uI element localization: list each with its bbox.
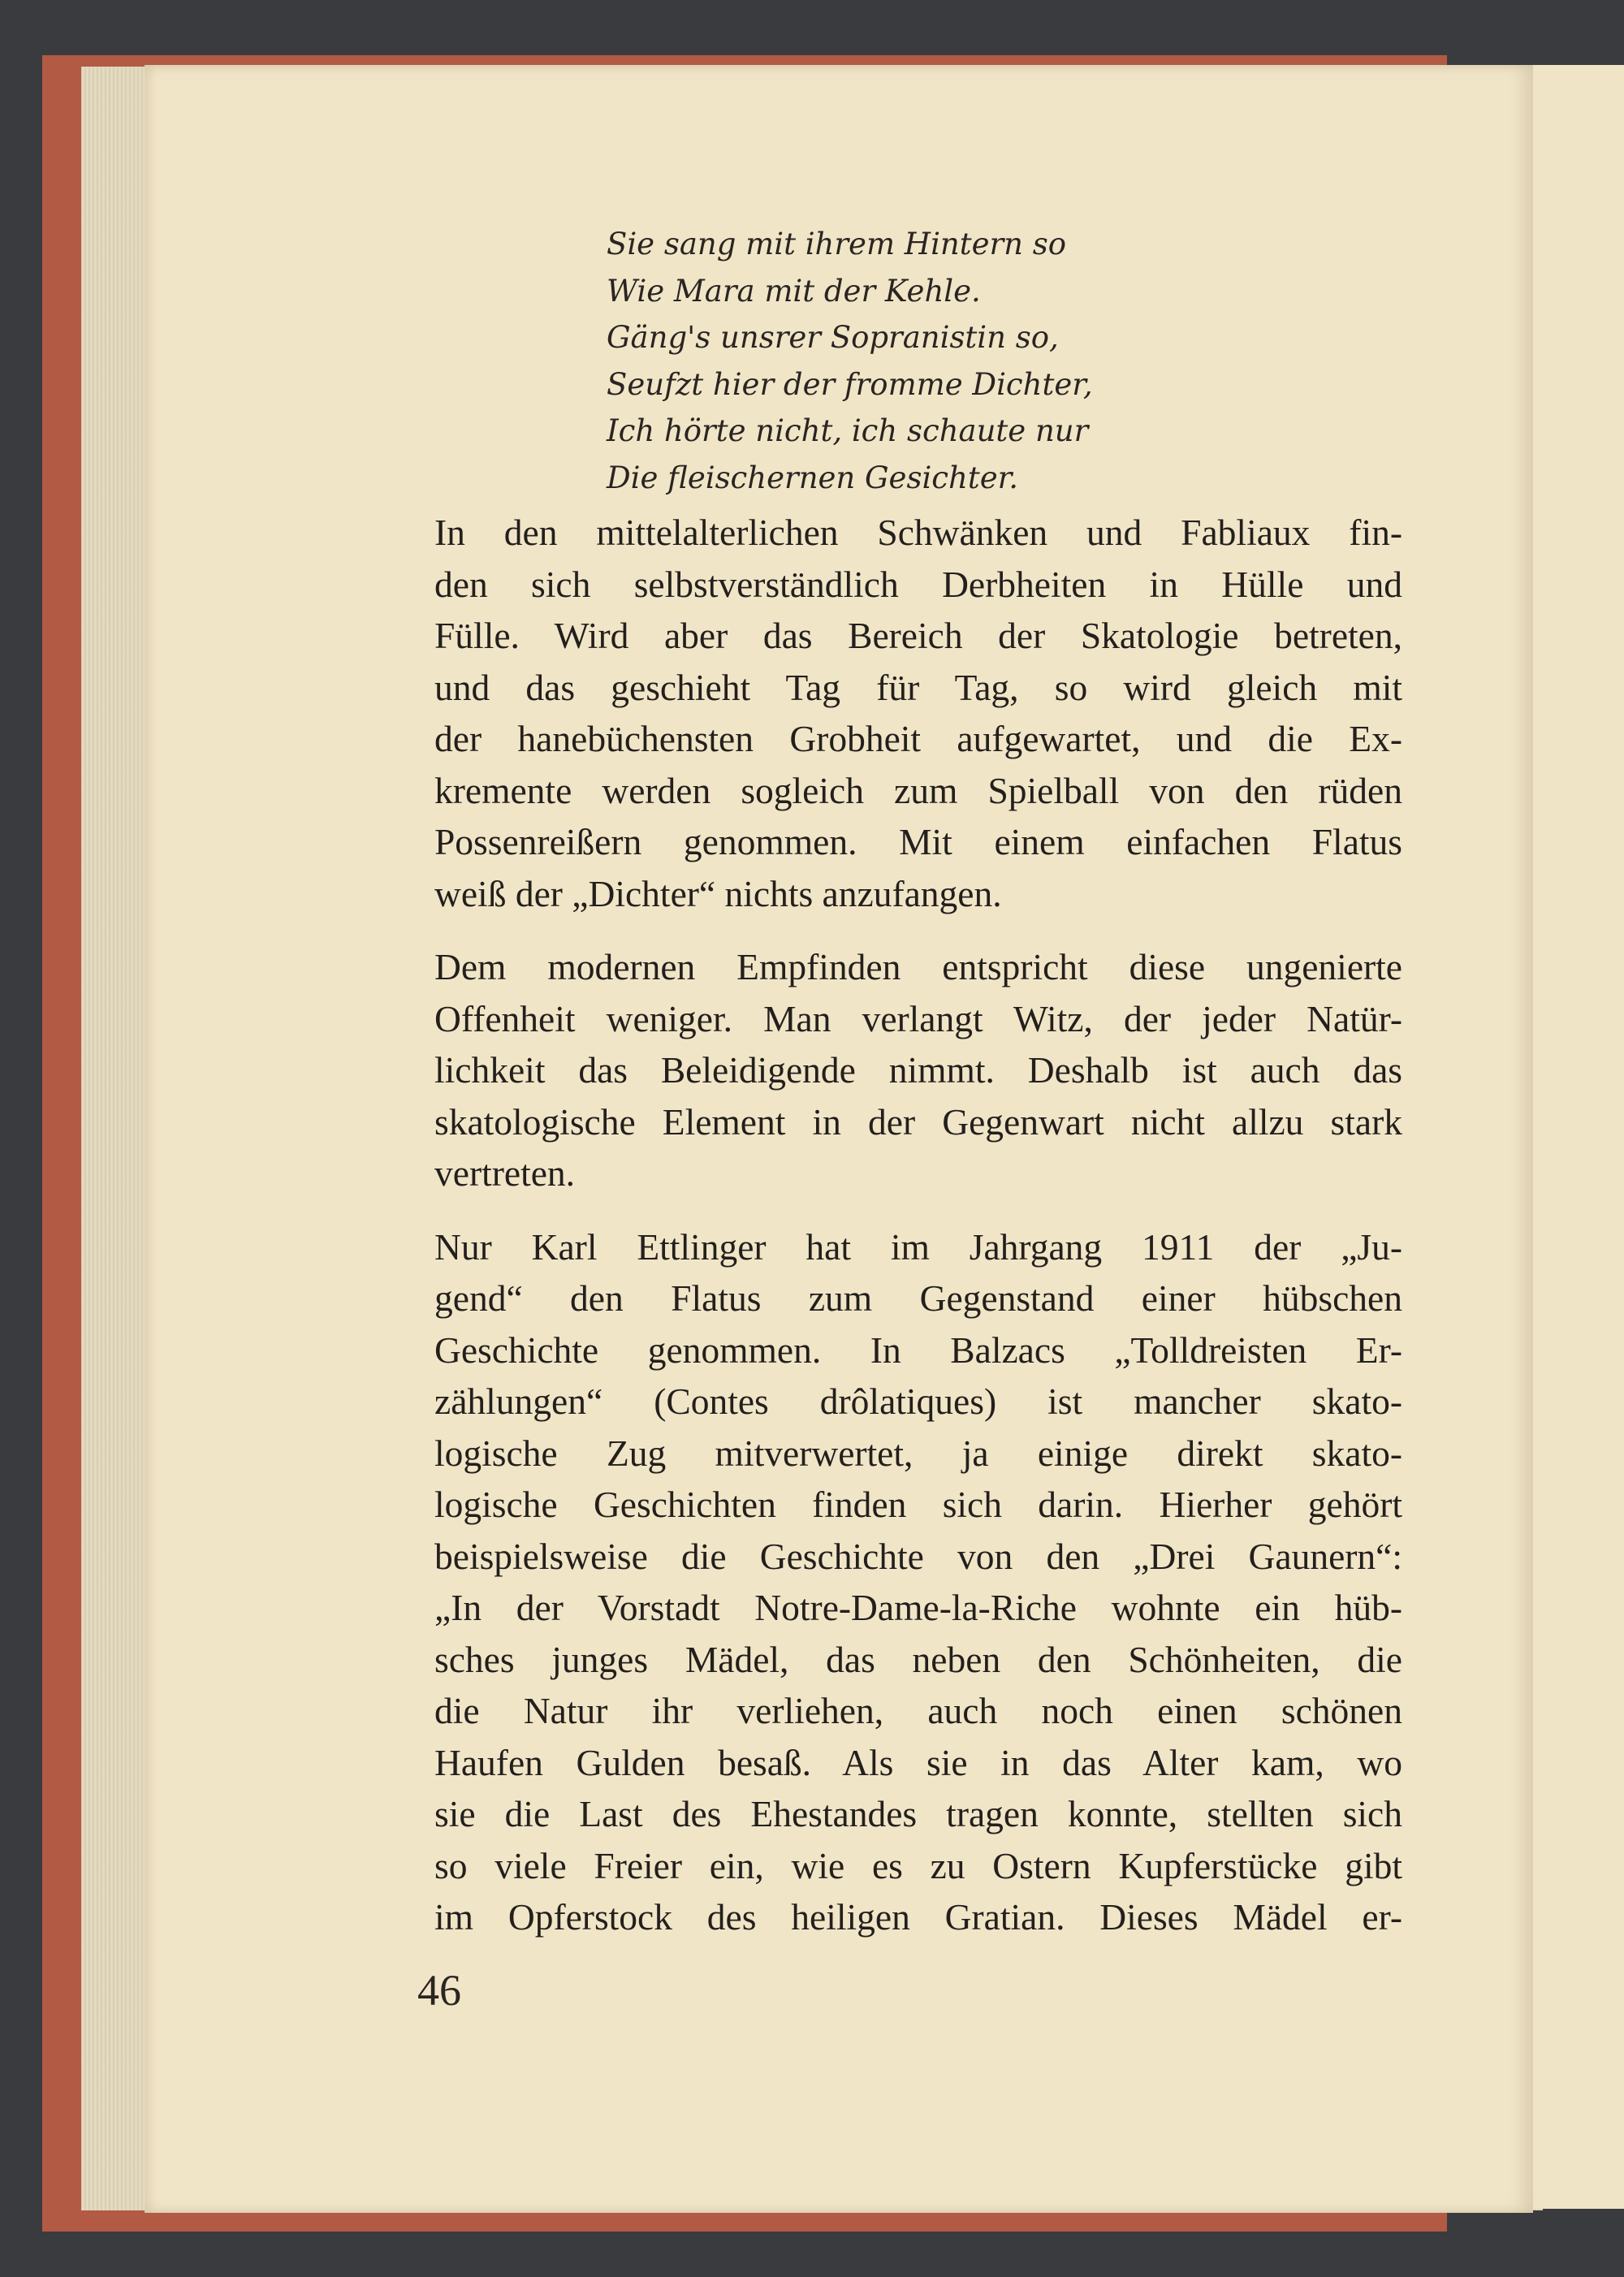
verse-line: Sie sang mit ihrem Hintern so [607, 227, 1067, 261]
text-line: sie die Last des Ehestandes tragen konnte, stellten sich [434, 1793, 1402, 1834]
text-line: Haufen Gulden besaß. Als sie in das Alter kam, wo [434, 1741, 1402, 1783]
text-line: Nur Karl Ettlinger hat im Jahrgang 1911 der „Ju- [434, 1225, 1402, 1268]
text-line: im Opferstock des heiligen Gratian. Dieses Mädel er- [434, 1896, 1402, 1938]
text-line: beispielsweise die Geschichte von den „Drei Gaunern“: [434, 1535, 1402, 1577]
text-line: skatologische Element in der Gegenwart nicht allzu stark [434, 1100, 1402, 1143]
text-line: zählungen“ (Contes drôlatiques) ist mancher skato- [434, 1380, 1402, 1422]
page-number: 46 [417, 1966, 461, 2015]
text-line: Possenreißern genommen. Mit einem einfachen Flatus [434, 821, 1402, 862]
text-line: die Natur ihr verliehen, auch noch einen schönen [434, 1690, 1402, 1731]
text-line: kremente werden sogleich zum Spielball von den rüden [434, 769, 1402, 811]
body-text [434, 507, 1402, 1965]
verse-block [607, 221, 1337, 501]
text-line: lichkeit das Beleidigende nimmt. Deshalb ist auch das [434, 1049, 1402, 1091]
text-line: Fülle. Wird aber das Bereich der Skatologie betreten, [434, 615, 1402, 656]
text-line: sches junges Mädel, das neben den Schönheiten, die [434, 1638, 1402, 1680]
verse-line: Gäng's unsrer Sopranistin so, [607, 320, 1059, 355]
text-line: Geschichte genommen. In Balzacs „Tolldreisten Er- [434, 1329, 1402, 1371]
text-line: „In der Vorstadt Notre-Dame-la-Riche wohnte ein hüb- [434, 1587, 1402, 1628]
verse-line: Ich hörte nicht, ich schaute nur [607, 413, 1089, 448]
text-line: weiß der „Dichter“ nichts anzufangen. [434, 872, 1002, 914]
text-line: der hanebüchensten Grobheit aufgewartet, und die Ex- [434, 718, 1402, 759]
verse-line: Die fleischernen Gesichter. [607, 460, 1018, 495]
text-line: Offenheit weniger. Man verlangt Witz, der jeder Natür- [434, 997, 1402, 1039]
verse-line: Wie Mara mit der Kehle. [607, 273, 981, 309]
verse-line: Seufzt hier der fromme Dichter, [607, 366, 1093, 402]
text-line: und das geschieht Tag für Tag, so wird gleich mit [434, 666, 1402, 708]
text-line: Dem modernen Empfinden entspricht diese ungenierte [434, 946, 1402, 987]
text-line: In den mittelalterlichen Schwänken und Fabliaux fin- [434, 512, 1402, 553]
text-line: gend“ den Flatus zum Gegenstand einer hübschen [434, 1277, 1402, 1319]
facing-page-edge [1525, 65, 1624, 2209]
text-line: vertreten. [434, 1152, 576, 1194]
paragraph-3 [434, 1221, 1402, 1943]
paragraph-1 [434, 507, 1402, 919]
text-line: den sich selbstverständlich Derbheiten in Hülle und [434, 563, 1402, 605]
paragraph-2 [434, 941, 1402, 1199]
text-line: logische Geschichten finden sich darin. Hierher gehört [434, 1484, 1402, 1525]
text-line: logische Zug mitverwertet, ja einige direkt skato- [434, 1432, 1402, 1474]
text-line: so viele Freier ein, wie es zu Ostern Kupferstücke gibt [434, 1844, 1402, 1886]
